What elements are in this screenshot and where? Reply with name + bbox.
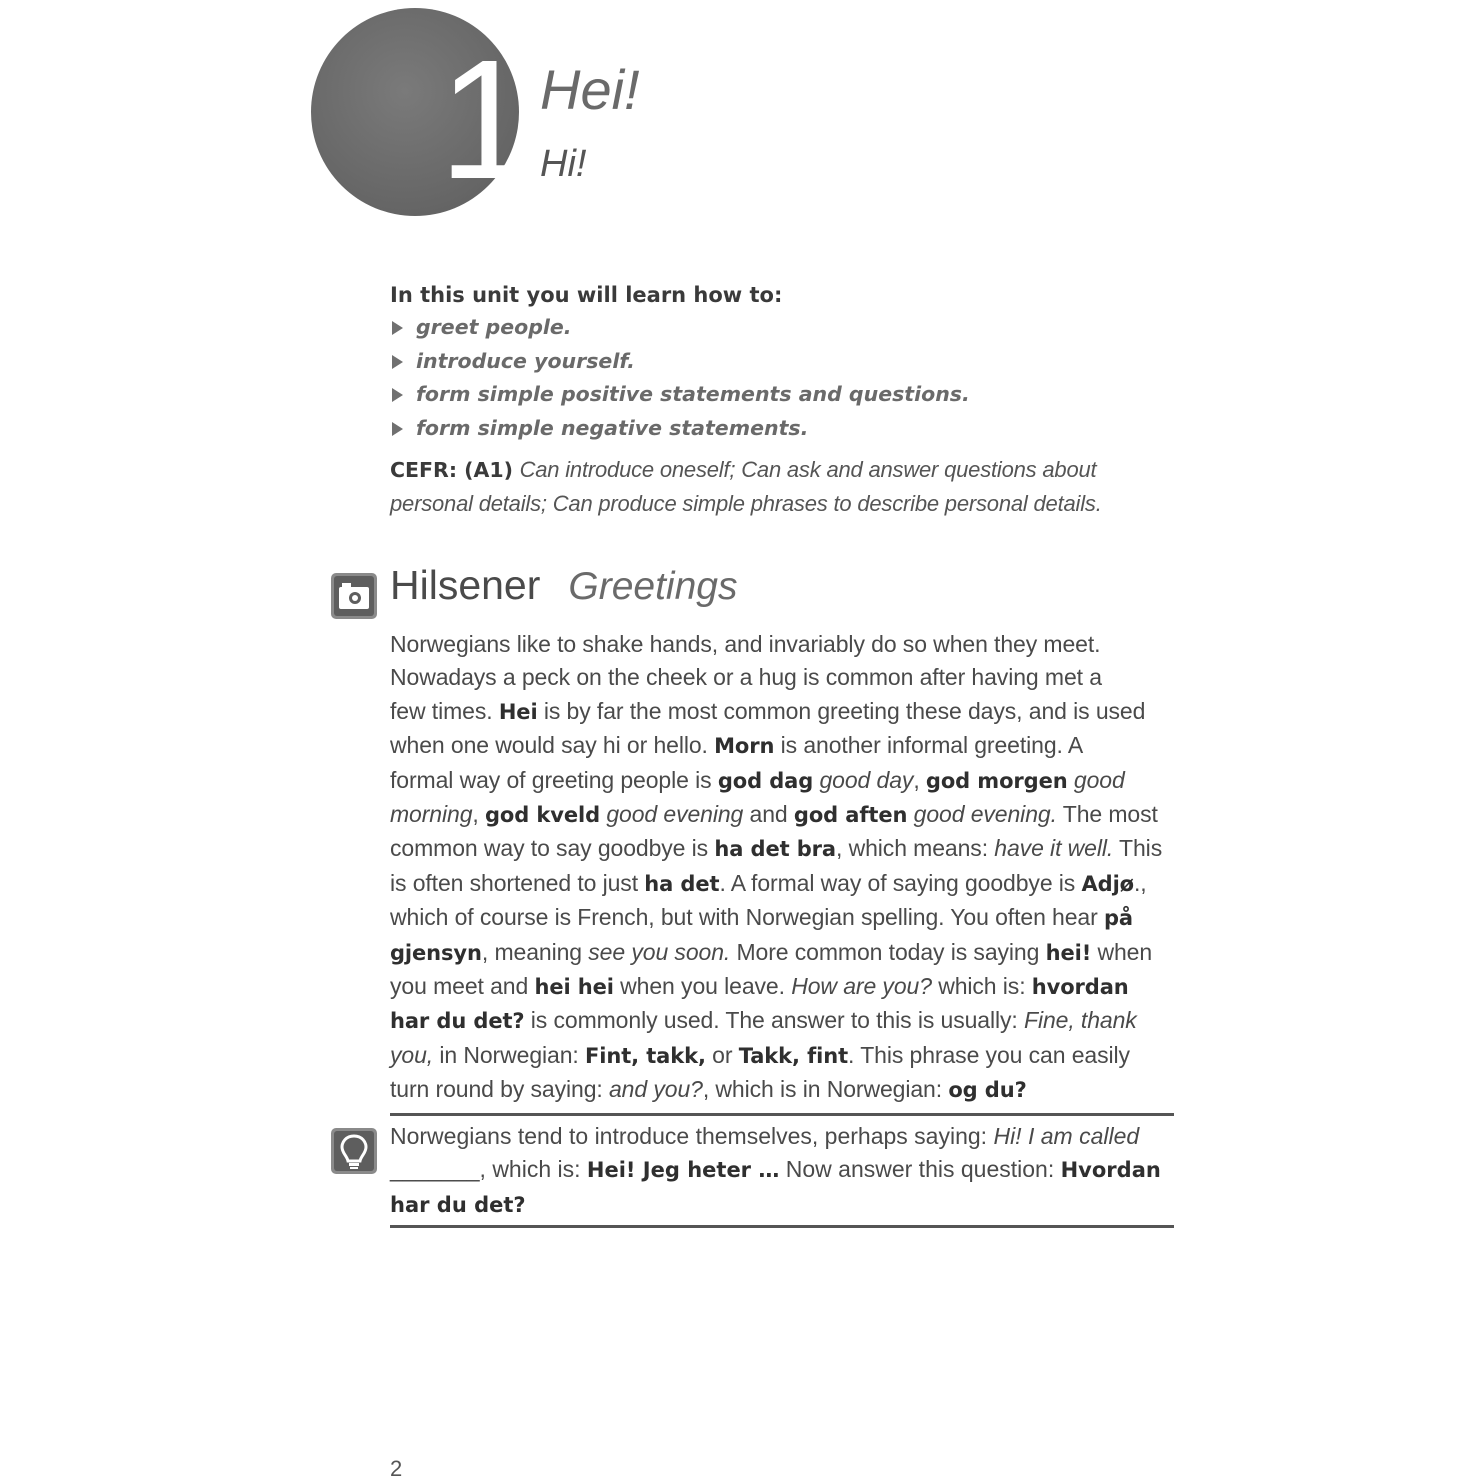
section-title-english: Greetings xyxy=(568,565,738,608)
camera-icon xyxy=(330,572,378,620)
objectives-list xyxy=(390,311,1180,445)
paragraph-line: Norwegians like to shake hands, and invariably do so when they meet. xyxy=(390,631,1101,657)
paragraph-line: few times. Hei is by far the most common greeting these days, and is used xyxy=(390,697,1146,724)
page-number: 2 xyxy=(390,1456,403,1481)
paragraph-line: is often shortened to just ha det. A formal way of saying goodbye is Adjø., xyxy=(390,869,1147,896)
objective-item: greet people. xyxy=(390,311,1180,345)
cefr-label: CEFR: (A1) xyxy=(390,458,514,482)
bullet-triangle-icon xyxy=(392,321,403,335)
objectives-heading: In this unit you will learn how to: xyxy=(390,283,783,307)
paragraph-line: Nowadays a peck on the cheek or a hug is common after having met a xyxy=(390,664,1102,691)
lightbulb-icon xyxy=(330,1127,378,1175)
paragraph-line: which of course is French, but with Norwegian spelling. You often hear på xyxy=(390,904,1133,931)
unit-subtitle: Hi! xyxy=(540,143,587,185)
objective-item: form simple negative statements. xyxy=(390,412,1180,446)
paragraph-line: formal way of greeting people is god dag good day, god morgen good xyxy=(390,766,1125,793)
greetings-paragraph xyxy=(390,628,1180,1108)
bullet-triangle-icon xyxy=(392,422,403,436)
tip-bottom-rule xyxy=(390,1225,1174,1228)
paragraph-line: you meet and hei hei when you leave. How are you? which is: hvordan xyxy=(390,973,1129,1000)
cefr-text-line: Can introduce oneself; Can ask and answer questions about xyxy=(519,457,1097,482)
paragraph-line: gjensyn, meaning see you soon. More common today is saying hei! when xyxy=(390,938,1153,965)
unit-number: 1 xyxy=(438,25,528,215)
tip-top-rule xyxy=(390,1113,1174,1116)
cefr-text-line: personal details; Can produce simple phrases to describe personal details. xyxy=(390,491,1102,516)
paragraph-line: har du det? is commonly used. The answer to this is usually: Fine, thank xyxy=(390,1007,1137,1034)
tip-line: Norwegians tend to introduce themselves, perhaps saying: Hi! I am called xyxy=(390,1123,1140,1149)
tip-box xyxy=(390,1120,1180,1222)
section-heading xyxy=(390,562,737,609)
objective-item: introduce yourself. xyxy=(390,345,1180,379)
paragraph-line: you, in Norwegian: Fint, takk, or Takk, fint. This phrase you can easily xyxy=(390,1041,1130,1068)
learning-objectives xyxy=(390,279,1180,521)
paragraph-line: common way to say goodbye is ha det bra, which means: have it well. This xyxy=(390,835,1163,862)
paragraph-line: morning, god kveld good evening and god aften good evening. The most xyxy=(390,801,1158,828)
tip-line: _______, which is: Hei! Jeg heter … Now answer this question: Hvordan xyxy=(390,1156,1161,1183)
unit-title: Hei! xyxy=(540,58,640,121)
paragraph-line: when one would say hi or hello. Morn is another informal greeting. A xyxy=(390,732,1084,759)
bullet-triangle-icon xyxy=(392,388,403,402)
objective-item: form simple positive statements and questions. xyxy=(390,378,1180,412)
tip-line: har du det? xyxy=(390,1192,526,1217)
bullet-triangle-icon xyxy=(392,355,403,369)
paragraph-line: turn round by saying: and you?, which is in Norwegian: og du? xyxy=(390,1076,1027,1103)
section-title-norwegian: Hilsener xyxy=(390,562,541,608)
cefr-statement xyxy=(390,453,1180,521)
